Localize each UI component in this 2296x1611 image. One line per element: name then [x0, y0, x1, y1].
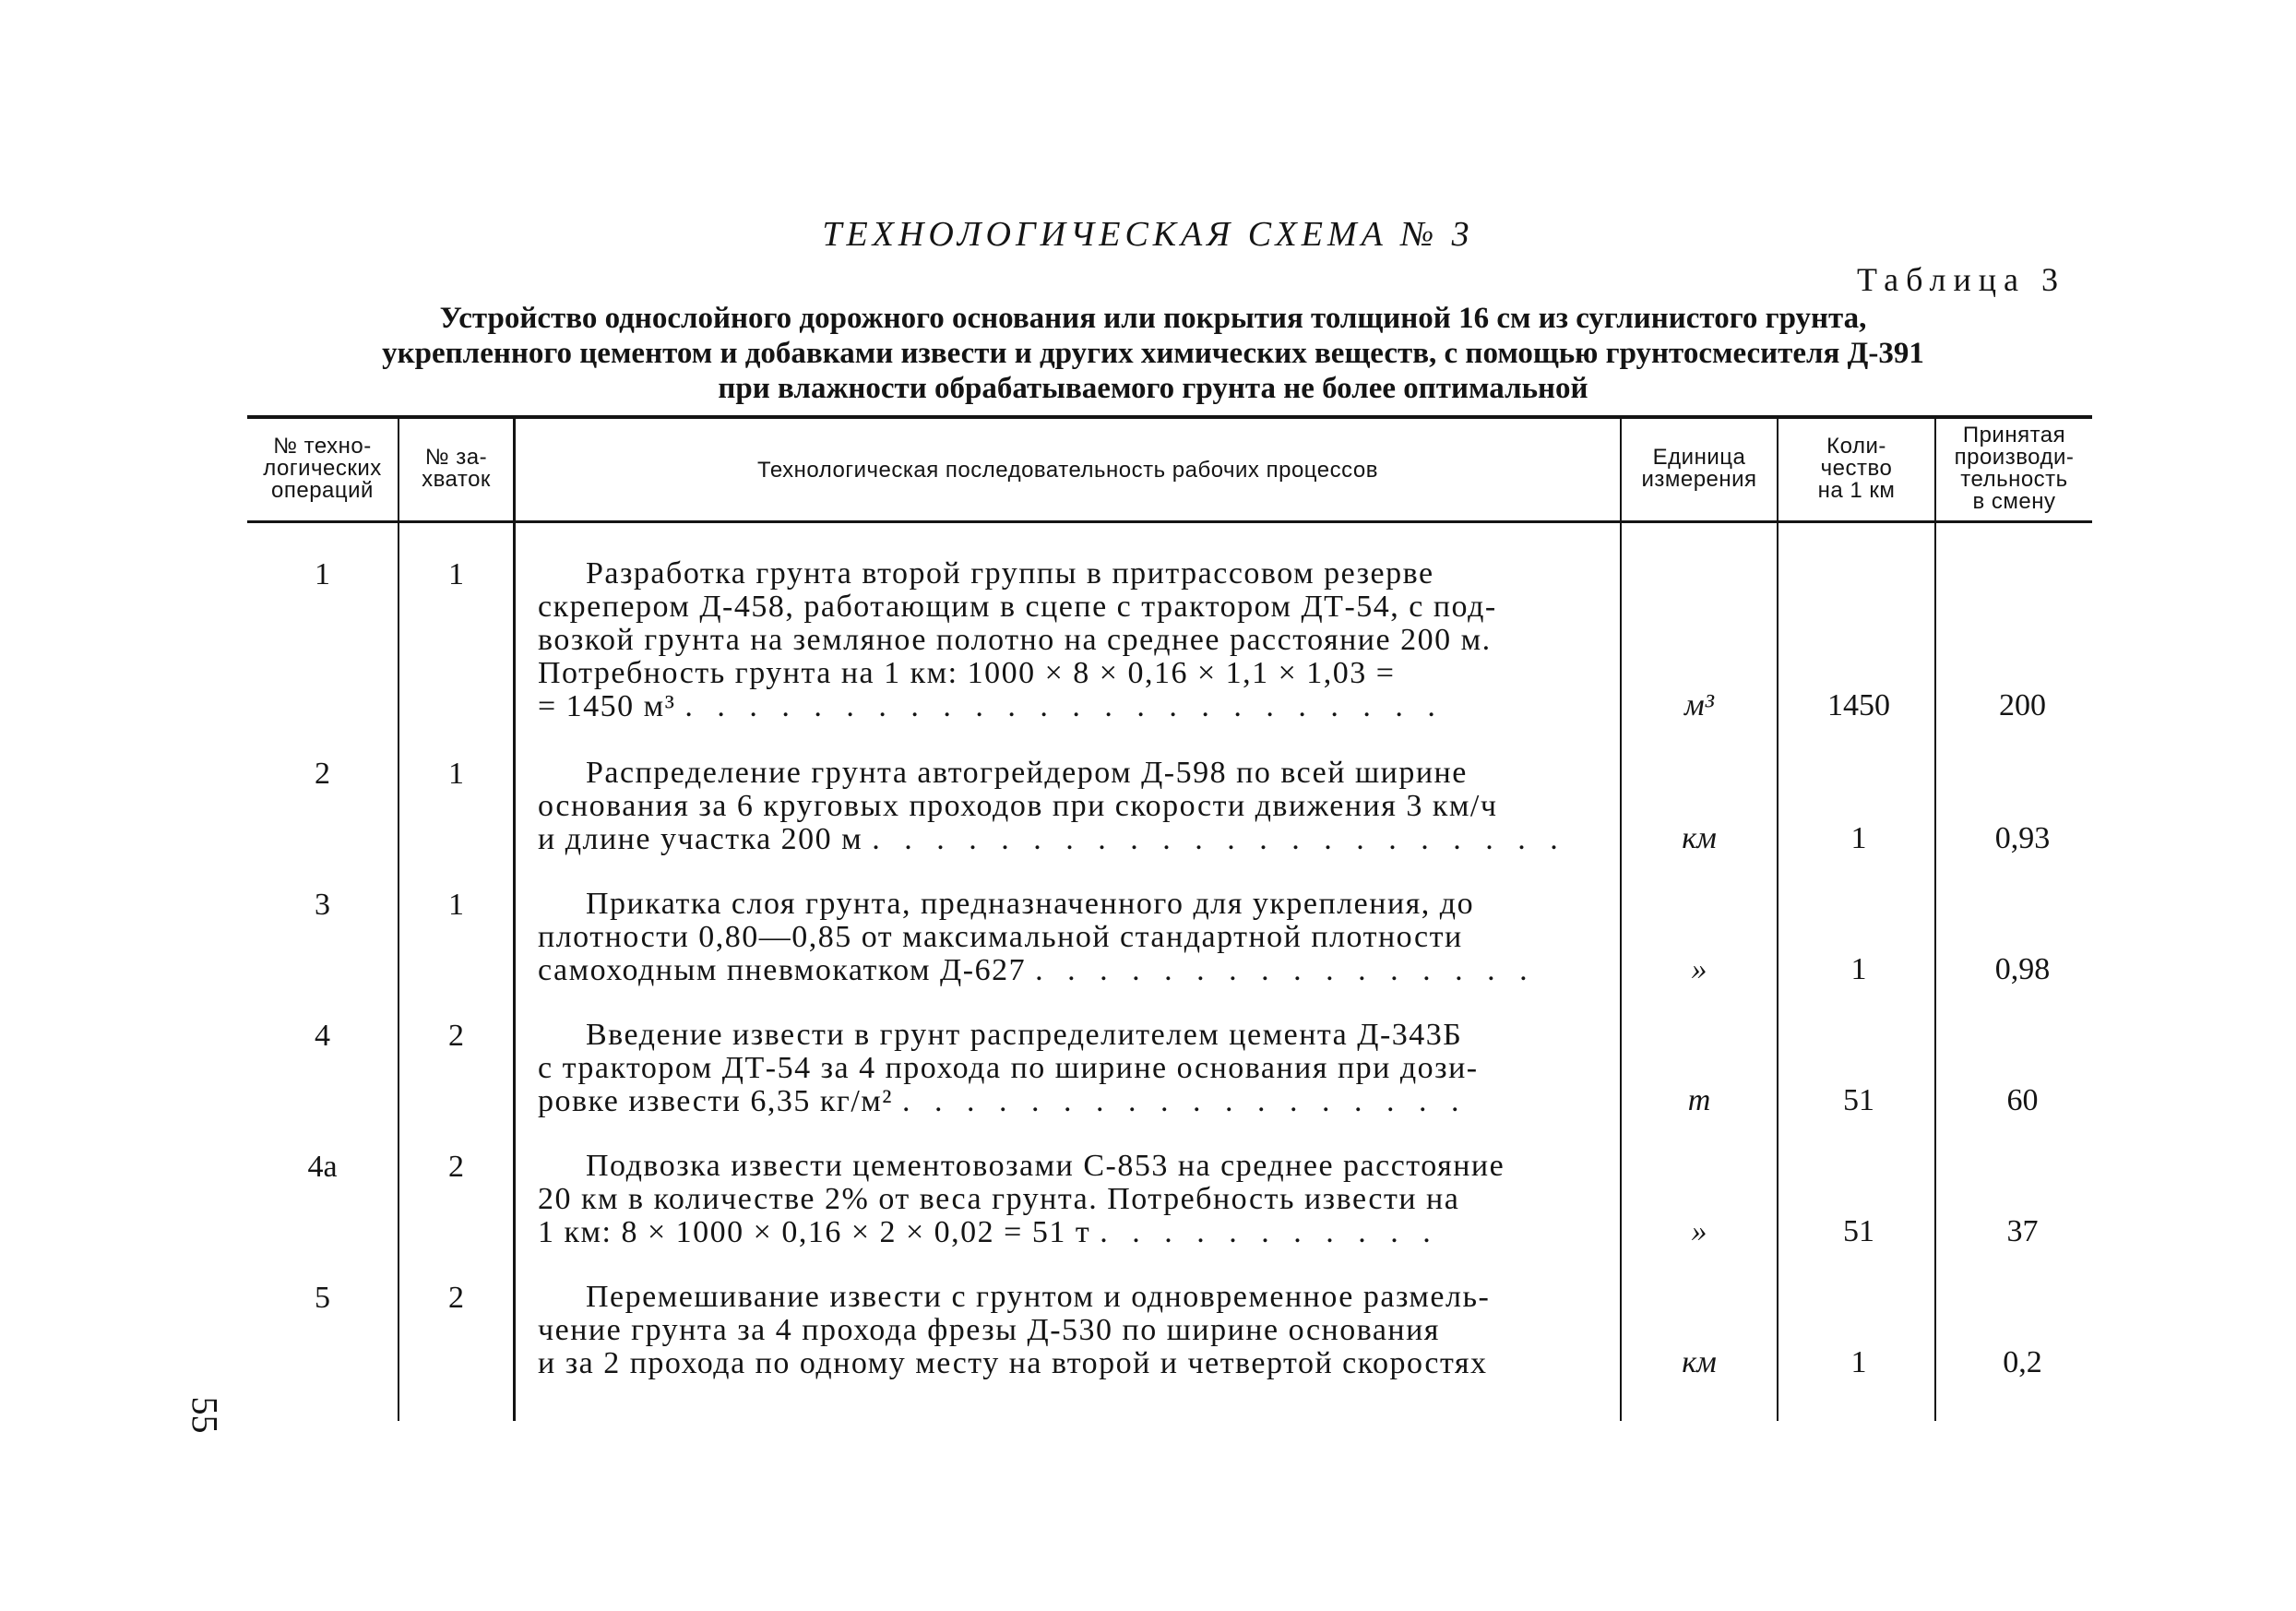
caption-line: при влажности обрабатываемого грунта не более оптимальной — [718, 372, 1588, 405]
unit-cell: т — [1687, 1083, 1711, 1117]
grip-number: 2 — [448, 1281, 464, 1315]
header-operation-no: № техно- логических операций — [263, 434, 382, 503]
unit-cell: м³ — [1684, 688, 1714, 722]
quantity-cell: 1 — [1850, 821, 1867, 855]
column-divider — [1620, 419, 1622, 1421]
header-productivity: Принятая производи- тельность в смену — [1954, 423, 2075, 514]
column-divider — [513, 419, 516, 1421]
operation-number: 4 — [315, 1019, 330, 1053]
column-divider — [1934, 419, 1936, 1421]
productivity-cell: 0,93 — [1994, 821, 2051, 855]
productivity-cell: 37 — [2006, 1214, 2039, 1248]
caption-line: укрепленного цементом и добавками извести и других химических веществ, с помощью грунтосмесителя Д-391 — [382, 337, 1924, 370]
table-top-rule — [247, 415, 2092, 419]
process-description: Прикатка слоя грунта, предназначенного для укрепления, до плотности 0,80—0,85 от максимальной стандартной плотности самоходным пневмокатком Д-627 . . . . . . . . . . . . . . . . — [538, 888, 1536, 987]
header-bottom-rule — [247, 520, 2092, 523]
unit-cell: » — [1691, 1214, 1707, 1248]
productivity-cell: 60 — [2006, 1083, 2039, 1117]
operation-number: 2 — [315, 757, 330, 791]
grip-number: 1 — [448, 757, 464, 791]
operation-number: 4а — [307, 1150, 338, 1184]
table-label: Таблица 3 — [1857, 261, 2065, 298]
header-quantity: Коли- чество на 1 км — [1817, 434, 1896, 503]
header-unit: Единица измерения — [1641, 445, 1757, 492]
operation-number: 3 — [315, 888, 330, 922]
process-description: Подвозка извести цементовозами С-853 на среднее расстояние 20 км в количестве 2% от веса грунта. Потребность извести на 1 км: 8 × 1000 × 0,16 × 2 × 0,02 = 51 т . . . . . . . . . . . — [538, 1150, 1505, 1249]
grip-number: 1 — [448, 557, 464, 591]
productivity-cell: 200 — [1999, 688, 2046, 722]
productivity-cell: 0,98 — [1994, 952, 2051, 986]
table-caption — [268, 301, 2039, 406]
caption-line: Устройство однослойного дорожного основания или покрытия толщиной 16 см из суглинистого грунта, — [439, 302, 1867, 335]
process-description: Введение извести в грунт распределителем цемента Д-343Б с трактором ДТ-54 за 4 прохода по ширине основания при дози- ровке извести 6,35 кг/м² . . . . . . . . . . . . . . . . . . — [538, 1019, 1479, 1118]
operation-number: 1 — [315, 557, 330, 591]
productivity-cell: 0,2 — [2003, 1345, 2042, 1379]
grip-number: 1 — [448, 888, 464, 922]
operation-number: 5 — [315, 1281, 330, 1315]
page-number: 55 — [184, 1396, 226, 1434]
unit-cell: км — [1682, 821, 1717, 855]
quantity-cell: 51 — [1843, 1214, 1874, 1248]
quantity-cell: 1450 — [1827, 688, 1890, 722]
quantity-cell: 1 — [1850, 1345, 1867, 1379]
grip-number: 2 — [448, 1150, 464, 1184]
process-description: Разработка грунта второй группы в притрассовом резерве скрепером Д-458, работающим в сцепе с трактором ДТ-54, с под- возкой грунта на земляное полотно на среднее расстояние 200 м. Потребность грунта на 1 км: 1000 × 8 × 0,16 × 1,1 × 1,03 = = 1450 м³ . . . . . . . . . . . . . . . . . . . . . . . . — [538, 557, 1497, 723]
quantity-cell: 1 — [1850, 952, 1867, 986]
unit-cell: км — [1682, 1345, 1717, 1379]
unit-cell: » — [1691, 952, 1707, 986]
grip-number: 2 — [448, 1019, 464, 1053]
quantity-cell: 51 — [1843, 1083, 1874, 1117]
process-description: Распределение грунта автогрейдером Д-598 по всей ширине основания за 6 круговых проходов при скорости движения 3 км/ч и длине участка 200 м . . . . . . . . . . . . . . . . . . . . . . — [538, 757, 1566, 856]
header-process: Технологическая последовательность рабочих процессов — [757, 458, 1378, 483]
process-description: Перемешивание извести с грунтом и одновременное размель- чение грунта за 4 прохода фрезы Д-530 по ширине основания и за 2 прохода по одному месту на второй и четвертой скоростях — [538, 1281, 1491, 1380]
column-divider — [1777, 419, 1779, 1421]
header-grip-no: № за- хваток — [422, 445, 491, 492]
scheme-title: ТЕХНОЛОГИЧЕСКАЯ СХЕМА № 3 — [822, 215, 1474, 254]
